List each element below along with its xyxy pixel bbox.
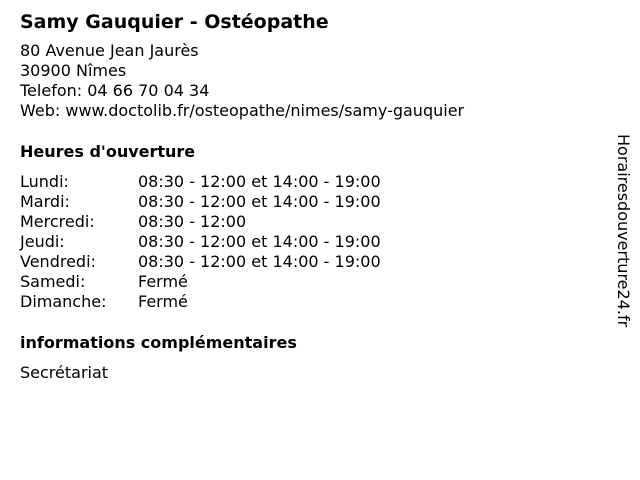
hours-day: Dimanche: <box>20 292 107 311</box>
phone-line: Telefon: 04 66 70 04 34 <box>20 81 210 100</box>
hours-time: 08:30 - 12:00 et 14:00 - 19:00 <box>138 252 381 271</box>
hours-table <box>20 172 600 312</box>
hours-time: Fermé <box>138 292 188 311</box>
hours-row-saturday <box>20 272 600 292</box>
hours-day: Lundi: <box>20 172 69 191</box>
hours-day: Jeudi: <box>20 232 65 251</box>
web-line: Web: www.doctolib.fr/osteopathe/nimes/samy-gauquier <box>20 101 465 120</box>
hours-heading: Heures d'ouverture <box>20 142 196 161</box>
hours-row-friday <box>20 252 600 272</box>
site-watermark: Horairesdouverture24.fr <box>614 134 633 328</box>
business-card <box>20 10 600 383</box>
hours-day: Samedi: <box>20 272 86 291</box>
hours-time: 08:30 - 12:00 et 14:00 - 19:00 <box>138 192 381 211</box>
hours-row-thursday <box>20 232 600 252</box>
hours-time: 08:30 - 12:00 et 14:00 - 19:00 <box>138 232 381 251</box>
hours-row-wednesday <box>20 212 600 232</box>
hours-day: Vendredi: <box>20 252 96 271</box>
hours-row-monday <box>20 172 600 192</box>
hours-row-tuesday <box>20 192 600 212</box>
info-heading: informations complémentaires <box>20 333 297 352</box>
address-line-street: 80 Avenue Jean Jaurès <box>20 41 199 60</box>
info-text: Secrétariat <box>20 363 109 382</box>
business-title: Samy Gauquier - Ostéopathe <box>20 11 329 33</box>
hours-row-sunday <box>20 292 600 312</box>
hours-time: Fermé <box>138 272 188 291</box>
address-line-city: 30900 Nîmes <box>20 61 127 80</box>
hours-day: Mercredi: <box>20 212 95 231</box>
hours-time: 08:30 - 12:00 <box>138 212 247 231</box>
hours-day: Mardi: <box>20 192 70 211</box>
hours-time: 08:30 - 12:00 et 14:00 - 19:00 <box>138 172 381 191</box>
